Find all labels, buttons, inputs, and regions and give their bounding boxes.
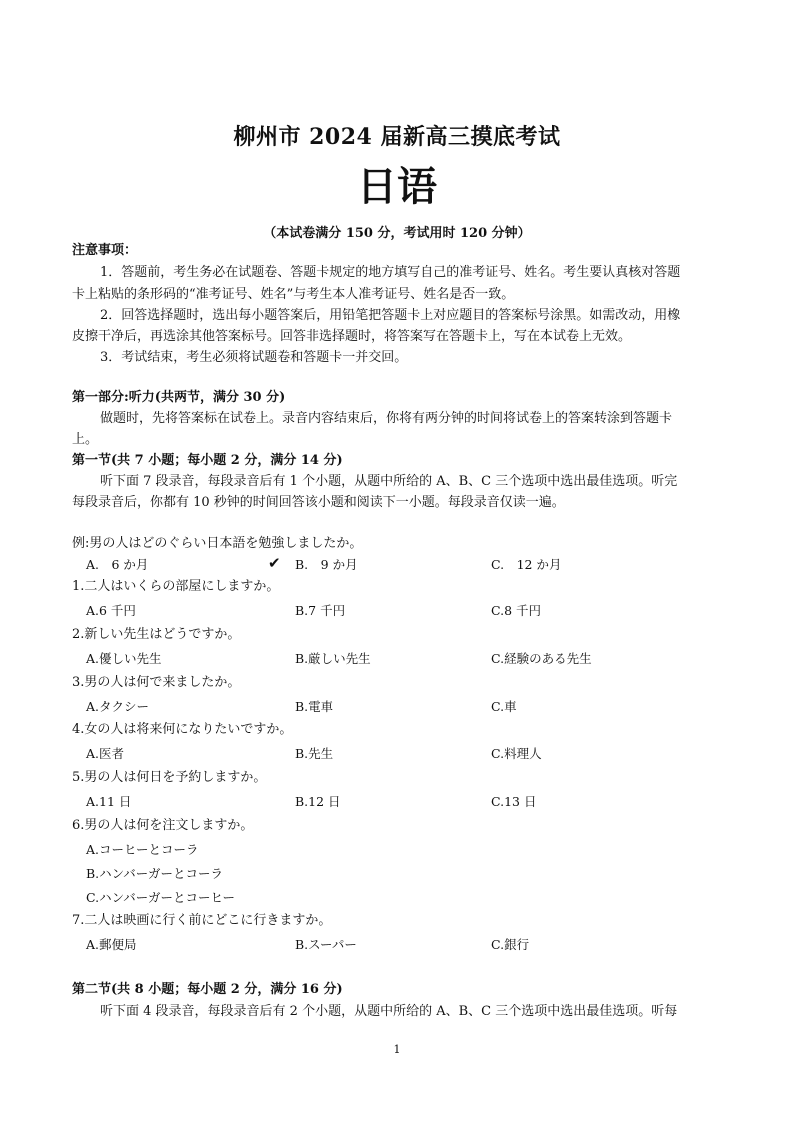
- q1-option-b: B.7 千円: [295, 603, 346, 618]
- q1-option-a: A.6 千円: [86, 603, 136, 618]
- part1-desc-cont: 上。: [72, 432, 99, 447]
- score-note: （本试卷满分 150 分，考试用时 120 分钟）: [263, 226, 531, 241]
- q3-option-c: C.車: [491, 699, 517, 714]
- example-option-a: A. 6 か月: [86, 557, 149, 572]
- q5-question: 5.男の人は何日を予約しますか。: [72, 770, 267, 785]
- q2-option-b: B.厳しい先生: [295, 651, 371, 666]
- part1-heading: 第一部分:听力(共两节，满分 30 分): [72, 390, 286, 405]
- part1-desc: 做题时，先将答案标在试卷上。录音内容结束后，你将有两分钟的时间将试卷上的答案转涂到答题卡: [100, 411, 673, 426]
- notice-item-2: 2．回答选择题时，选出每小题答案后，用铅笔把答题卡上对应题目的答案标号涂黑。如需改动，用橡: [100, 308, 681, 323]
- q1-question: 1.二人はいくらの部屋にしますか。: [72, 579, 280, 594]
- q4-question: 4.女の人は将来何になりたいですか。: [72, 722, 293, 737]
- page-number: 1: [393, 1043, 401, 1056]
- section1-heading: 第一节(共 7 小题；每小题 2 分，满分 14 分): [72, 453, 343, 468]
- section2-desc: 听下面 4 段录音，每段录音后有 2 个小题，从题中所给的 A、B、C 三个选项中选出最佳选项。听每: [100, 1004, 678, 1019]
- example-question: 例:男の人はどのぐらい日本語を勉強しましたか。: [72, 536, 363, 551]
- section2-heading: 第二节(共 8 小题；每小题 2 分，满分 16 分): [72, 982, 343, 997]
- q7-option-c: C.銀行: [491, 937, 530, 952]
- subject-title: 日语: [357, 163, 437, 210]
- q4-option-c: C.料理人: [491, 746, 542, 761]
- q7-option-a: A.郵便局: [86, 937, 137, 952]
- q5-option-b: B.12 日: [295, 794, 341, 809]
- notice-heading: 注意事项：: [72, 243, 138, 258]
- q6-option-b: B.ハンバーガーとコーラ: [86, 866, 224, 881]
- check-icon: ✔: [268, 554, 281, 572]
- q4-option-b: B.先生: [295, 746, 334, 761]
- section1-desc: 听下面 7 段录音，每段录音后有 1 个小题，从题中所给的 A、B、C 三个选项中选出最佳选项。听完: [100, 474, 678, 489]
- notice-item-2-cont: 皮擦干净后，再选涂其他答案标号。回答非选择题时，将答案写在答题卡上，写在本试卷上无效。: [72, 329, 632, 344]
- q4-option-a: A.医者: [86, 746, 125, 761]
- q2-option-c: C.経験のある先生: [491, 651, 592, 666]
- notice-item-1-cont: 卡上粘贴的条形码的“准考证号、姓名”与考生本人准考证号、姓名是否一致。: [72, 287, 515, 302]
- q3-option-a: A.タクシー: [86, 699, 150, 714]
- q2-question: 2.新しい先生はどうですか。: [72, 627, 241, 642]
- notice-item-3: 3．考试结束，考生必须将试题卷和答题卡一并交回。: [100, 350, 408, 365]
- q3-question: 3.男の人は何で来ましたか。: [72, 675, 241, 690]
- q1-option-c: C.8 千円: [491, 603, 542, 618]
- q5-option-c: C.13 日: [491, 794, 537, 809]
- example-option-c: C. 12 か月: [491, 557, 562, 572]
- exam-title: 柳州市 2024 届新高三摸底考试: [233, 124, 561, 150]
- q2-option-a: A.優しい先生: [86, 651, 162, 666]
- q5-option-a: A.11 日: [86, 794, 132, 809]
- q6-question: 6.男の人は何を注文しますか。: [72, 818, 254, 833]
- section1-desc-cont: 每段录音后，你都有 10 秒钟的时间回答该小题和阅读下一小题。每段录音仅读一遍。: [72, 495, 565, 510]
- example-option-b: B. 9 か月: [295, 557, 358, 572]
- q7-question: 7.二人は映画に行く前にどこに行きますか。: [72, 913, 332, 928]
- q6-option-c: C.ハンバーガーとコーヒー: [86, 890, 235, 905]
- q3-option-b: B.電車: [295, 699, 334, 714]
- q7-option-b: B.スーパー: [295, 937, 357, 952]
- notice-item-1: 1．答题前，考生务必在试题卷、答题卡规定的地方填写自己的准考证号、姓名。考生要认真核对答题: [100, 265, 681, 280]
- q6-option-a: A.コーヒーとコーラ: [86, 842, 199, 857]
